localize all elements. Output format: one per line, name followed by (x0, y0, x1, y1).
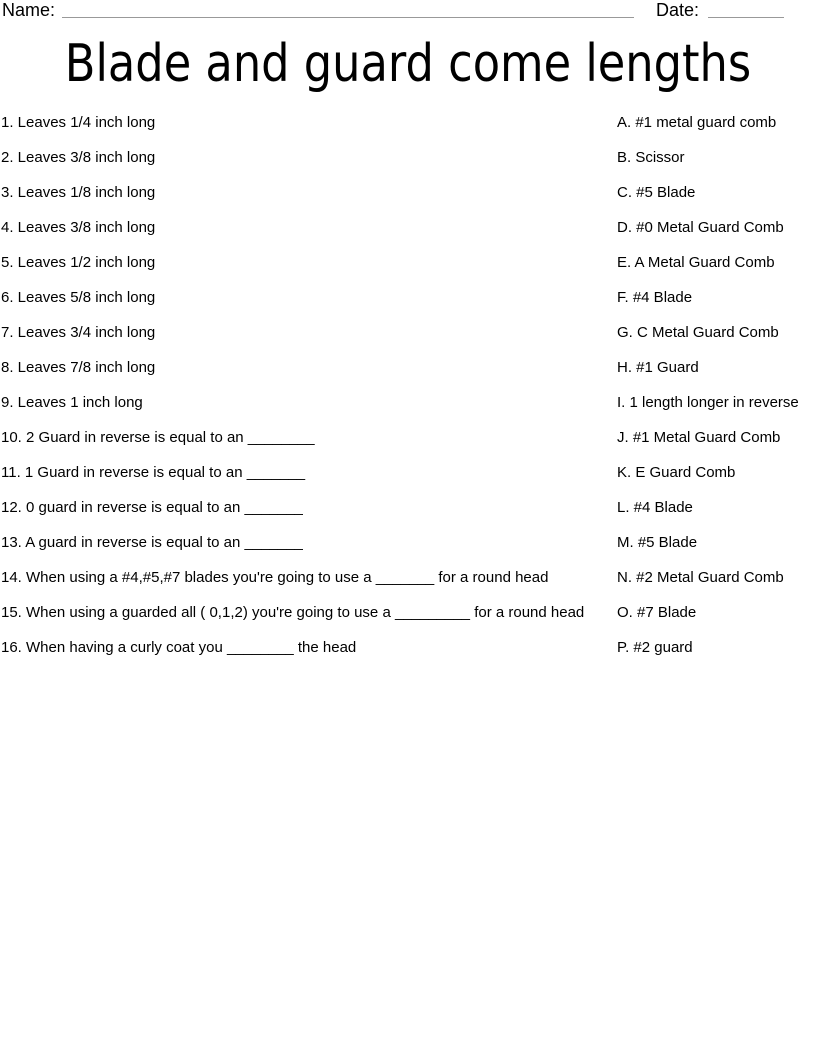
matching-row (1, 601, 816, 624)
question-text: 12. 0 guard in reverse is equal to an _______ (1, 499, 303, 516)
worksheet-header (0, 0, 816, 22)
question-text: 14. When using a #4,#5,#7 blades you're going to use a _______ for a round head (1, 569, 549, 586)
answer-option: M. #5 Blade (617, 534, 698, 551)
matching-row (1, 321, 816, 344)
matching-row (1, 426, 816, 449)
answer-option: G. C Metal Guard Comb (617, 324, 779, 341)
answer-option: K. E Guard Comb (617, 464, 736, 481)
matching-row (1, 251, 816, 274)
date-blank-line (708, 17, 784, 18)
answer-option: L. #4 Blade (617, 499, 693, 516)
question-text: 13. A guard in reverse is equal to an _______ (1, 534, 303, 551)
matching-row (1, 531, 816, 554)
question-text: 6. Leaves 5/8 inch long (1, 289, 156, 306)
answer-option: C. #5 Blade (617, 184, 696, 201)
matching-row (1, 146, 816, 169)
answer-option: H. #1 Guard (617, 359, 699, 376)
matching-row (1, 111, 816, 134)
matching-row (1, 286, 816, 309)
page-title: Blade and guard come lengths (64, 34, 752, 94)
date-label: Date: (656, 0, 700, 20)
answer-option: A. #1 metal guard comb (617, 114, 777, 131)
answer-option: B. Scissor (617, 149, 685, 166)
question-text: 10. 2 Guard in reverse is equal to an ________ (1, 429, 315, 446)
question-text: 15. When using a guarded all ( 0,1,2) you're going to use a _________ for a round head (1, 604, 585, 621)
name-label: Name: (2, 0, 56, 20)
matching-row (1, 636, 816, 659)
answer-option: P. #2 guard (617, 639, 693, 656)
answer-option: D. #0 Metal Guard Comb (617, 219, 784, 236)
question-text: 16. When having a curly coat you ________ the head (1, 639, 357, 656)
matching-row (1, 181, 816, 204)
question-text: 7. Leaves 3/4 inch long (1, 324, 156, 341)
question-text: 1. Leaves 1/4 inch long (1, 114, 156, 131)
question-text: 5. Leaves 1/2 inch long (1, 254, 156, 271)
answer-option: F. #4 Blade (617, 289, 693, 306)
answer-option: O. #7 Blade (617, 604, 697, 621)
question-text: 11. 1 Guard in reverse is equal to an _______ (1, 464, 306, 481)
name-blank-line (62, 17, 634, 18)
question-text: 9. Leaves 1 inch long (1, 394, 143, 411)
question-text: 2. Leaves 3/8 inch long (1, 149, 156, 166)
matching-list (1, 111, 816, 671)
matching-row (1, 566, 816, 589)
matching-row (1, 216, 816, 239)
question-text: 8. Leaves 7/8 inch long (1, 359, 156, 376)
question-text: 3. Leaves 1/8 inch long (1, 184, 156, 201)
answer-option: J. #1 Metal Guard Comb (617, 429, 781, 446)
question-text: 4. Leaves 3/8 inch long (1, 219, 156, 236)
answer-option: N. #2 Metal Guard Comb (617, 569, 784, 586)
matching-row (1, 461, 816, 484)
matching-row (1, 496, 816, 519)
matching-row (1, 391, 816, 414)
answer-option: I. 1 length longer in reverse (617, 394, 799, 411)
answer-option: E. A Metal Guard Comb (617, 254, 775, 271)
matching-row (1, 356, 816, 379)
